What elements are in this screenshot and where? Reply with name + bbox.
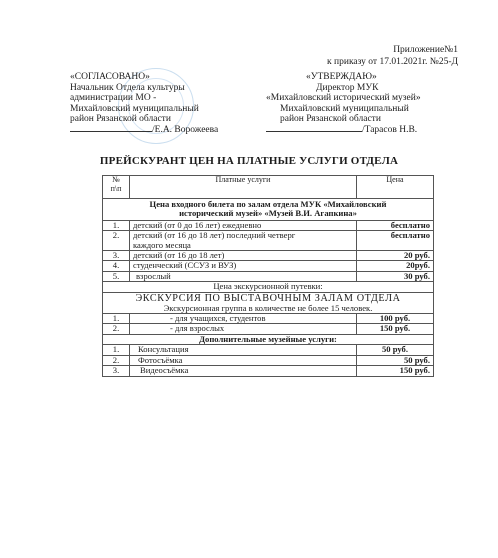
appendix-line-2: к приказу от 17.01.2021г. №25-Д <box>327 57 458 67</box>
row-service: детский (от 0 до 16 лет) ежедневно <box>130 220 357 230</box>
approval-right-line-4: район Рязанской области <box>280 114 381 124</box>
section2-title-row <box>103 282 434 292</box>
appendix-line-1: Приложение№1 <box>393 45 458 55</box>
row-price: 50 руб. <box>357 345 434 355</box>
row-service: - для взрослых <box>130 324 357 334</box>
table-row <box>103 345 434 355</box>
row-price: бесплатно <box>357 220 434 230</box>
row-price: 150 руб. <box>357 366 434 376</box>
table-row <box>103 314 434 324</box>
row-num: 1. <box>103 314 130 324</box>
row-num: 2. <box>103 231 130 251</box>
row-num: 3. <box>103 366 130 376</box>
approval-left <box>70 72 218 135</box>
row-num: 1. <box>103 220 130 230</box>
table-row <box>103 355 434 365</box>
row-price: бесплатно <box>357 231 434 251</box>
approval-right-line-2: «Михайловский исторический музей» <box>266 93 421 103</box>
row-num: 4. <box>103 261 130 271</box>
approval-left-line-2: администрации МО - <box>70 93 157 103</box>
appendix-note <box>327 44 458 68</box>
approval-right-title: «УТВЕРЖДАЮ» <box>306 72 377 82</box>
row-service: взрослый <box>130 271 357 281</box>
approval-left-line-3: Михайловский муниципальный <box>70 103 199 114</box>
table-row <box>103 251 434 261</box>
section3-title-row <box>103 334 434 344</box>
row-price: 30 руб. <box>357 271 434 281</box>
row-num: 2. <box>103 324 130 334</box>
row-price: 20 руб. <box>357 251 434 261</box>
row-service: Видеосъёмка <box>130 366 357 376</box>
row-num: 3. <box>103 251 130 261</box>
approval-left-signer: /Е.А. Ворожеева <box>152 124 219 135</box>
section3-title: Дополнительные музейные услуги: <box>103 334 434 344</box>
row-num: 1. <box>103 345 130 355</box>
table-header-row <box>103 176 434 199</box>
row-num: 5. <box>103 271 130 281</box>
approval-left-signature <box>70 125 218 136</box>
header-price: Цена <box>357 176 434 199</box>
header-num: № п\п <box>103 176 130 199</box>
row-price: 150 руб. <box>357 324 434 334</box>
price-table <box>102 175 434 377</box>
table-row <box>103 324 434 334</box>
section2-note-row <box>103 304 434 314</box>
approval-right-signer: /Тарасов Н.В. <box>362 124 418 135</box>
row-service: - для учащихся, студентов <box>130 314 357 324</box>
row-service: Консультация <box>130 345 357 355</box>
approval-right-signature <box>266 125 421 136</box>
approval-right-line-3: Михайловский муниципальный <box>280 103 409 114</box>
row-service: студенческий (ССУЗ и ВУЗ) <box>130 261 357 271</box>
section1-title-row <box>103 199 434 221</box>
section2-title: Цена экскурсионной путевки: <box>103 282 434 292</box>
table-row <box>103 220 434 230</box>
document-title: ПРЕЙСКУРАНТ ЦЕН НА ПЛАТНЫЕ УСЛУГИ ОТДЕЛА <box>99 155 399 167</box>
table-row <box>103 271 434 281</box>
row-service: Фотосъёмка <box>130 355 357 365</box>
header-service: Платные услуги <box>130 176 357 199</box>
section2-group-note: Экскурсионная группа в количестве не более 15 человек. <box>103 304 434 314</box>
table-row <box>103 261 434 271</box>
row-price: 50 руб. <box>357 355 434 365</box>
approval-left-line-4: район Рязанской области <box>70 114 171 124</box>
row-price: 100 руб. <box>357 314 434 324</box>
row-service: детский (от 16 до 18 лет) последний четверг каждого месяца <box>130 231 357 251</box>
row-price: 20руб. <box>357 261 434 271</box>
approval-right-line-1: Директор МУК <box>316 82 379 93</box>
section1-title: Цена входного билета по залам отдела МУК «Михайловский исторический музей» «Музей В.И. Агапкина» <box>103 199 434 221</box>
approval-left-title: «СОГЛАСОВАНО» <box>70 72 150 82</box>
section2-subtitle: ЭКСКУРСИЯ ПО ВЫСТАВОЧНЫМ ЗАЛАМ ОТДЕЛА <box>103 292 434 304</box>
section2-subtitle-row <box>103 292 434 304</box>
approval-left-line-1: Начальник Отдела культуры <box>70 82 185 93</box>
row-num: 2. <box>103 355 130 365</box>
approval-right <box>266 72 421 135</box>
table-row <box>103 231 434 251</box>
table-row <box>103 366 434 376</box>
row-service: детский (от 16 до 18 лет) <box>130 251 357 261</box>
